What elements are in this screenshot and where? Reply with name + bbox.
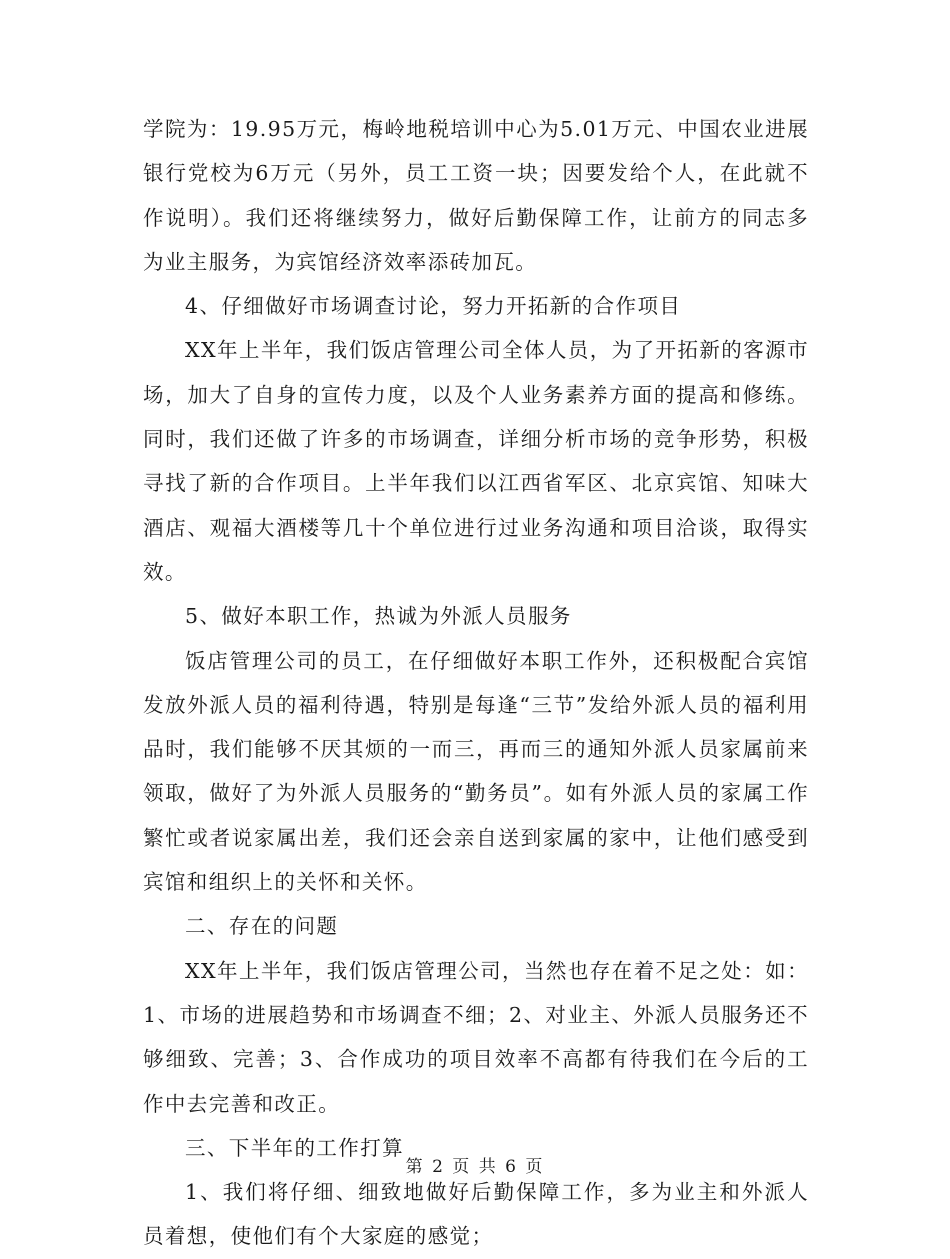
paragraph-3: 饭店管理公司的员工，在仔细做好本职工作外，还积极配合宾馆发放外派人员的福利待遇，特别是每逢“三节”发给外派人员的福利用品时，我们能够不厌其烦的一而三，再而三的通知外派人员家属前来领取，做好了为外派人员服务的“勤务员”。如有外派人员的家属工作繁忙或者说家属出差，我们还会亲自送到家属的家中，让他们感受到宾馆和组织上的关怀和关怀。 xyxy=(143,648,809,895)
document-body xyxy=(143,107,809,1259)
paragraph-1: 学院为：19.95万元，梅岭地税培训中心为5.01万元、中国农业进展银行党校为6万元（另外，员工工资一块；因要发给个人，在此就不作说明）。我们还将继续努力，做好后勤保障工作，让前方的同志多为业主服务，为宾馆经济效率添砖加瓦。 xyxy=(143,117,809,274)
section-heading-5: 5、做好本职工作，热诚为外派人员服务 xyxy=(185,604,572,629)
paragraph-4: XX年上半年，我们饭店管理公司，当然也存在着不足之处：如：1、市场的进展趋势和市场调查不细；2、对业主、外派人员服务还不够细致、完善；3、合作成功的项目效率不高都有待我们在今后的工作中去完善和改正。 xyxy=(143,958,809,1116)
section-heading-plans: 三、下半年的工作打算 xyxy=(185,1135,404,1160)
paragraph-2: XX年上半年，我们饭店管理公司全体人员，为了开拓新的客源市场，加大了自身的宣传力度，以及个人业务素养方面的提高和修练。同时，我们还做了许多的市场调查，详细分析市场的竞争形势，积极寻找了新的合作项目。上半年我们以江西省军区、北京宾馆、知味大酒店、观福大酒楼等几十个单位进行过业务沟通和项目洽谈，取得实效。 xyxy=(143,338,809,584)
section-heading-problems: 二、存在的问题 xyxy=(185,914,339,939)
paragraph-5: 1、我们将仔细、细致地做好后勤保障工作，多为业主和外派人员着想，使他们有个大家庭的感觉； xyxy=(143,1180,809,1249)
section-heading-4: 4、仔细做好市场调查讨论，努力开拓新的合作项目 xyxy=(185,294,682,319)
page-number-footer: 第 2 页 共 6 页 xyxy=(405,1157,545,1177)
